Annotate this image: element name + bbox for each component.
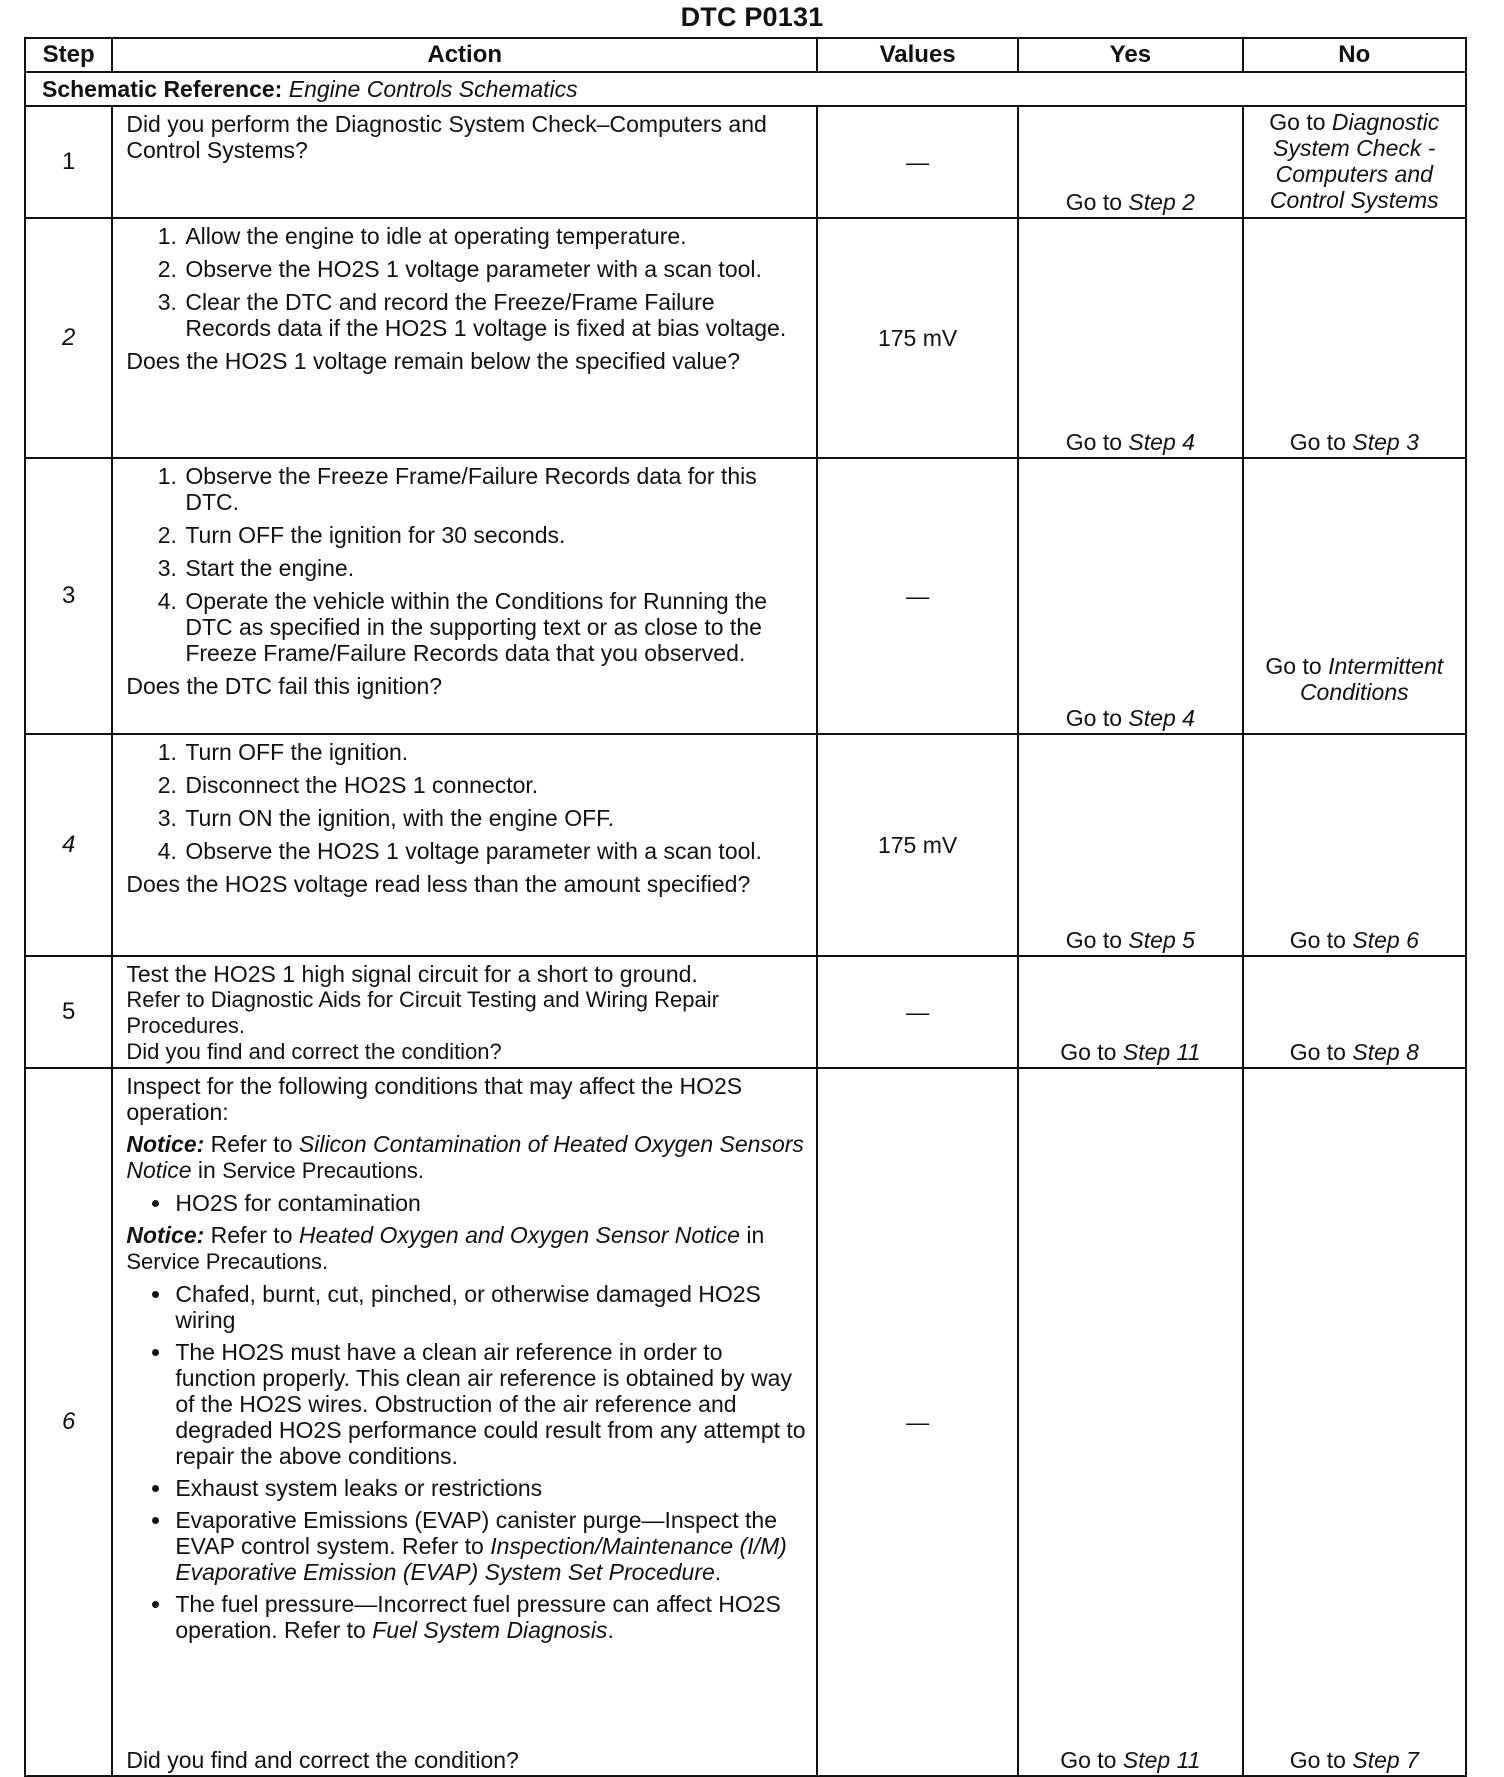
no-prefix: Go to: [1289, 429, 1346, 455]
yes-prefix: Go to: [1065, 705, 1123, 731]
no-link[interactable]: Step 6: [1352, 927, 1419, 953]
yes-cell: [1018, 734, 1242, 956]
action-text: Refer to Diagnostic Aids for Circuit Testing and Wiring Repair Procedures.: [126, 987, 719, 1038]
no-link[interactable]: Step 8: [1352, 1039, 1419, 1065]
no-link[interactable]: Step 7: [1352, 1747, 1419, 1773]
list-item: 1. Allow the engine to idle at operating temperature.: [183, 223, 806, 249]
no-cell: [1243, 458, 1466, 734]
value-cell: —: [817, 1068, 1018, 1776]
no-cell: [1243, 218, 1466, 458]
procedure-link[interactable]: Inspection/Maintenance (I/M) Evaporative Emission (EVAP) System Set Procedure: [175, 1533, 787, 1585]
notice-in: in: [746, 1222, 765, 1248]
action-cell: [112, 956, 817, 1068]
action-text: Did you perform the Diagnostic System Check–Computers and Control Systems?: [126, 111, 767, 163]
condition-list: [126, 1281, 806, 1643]
action-cell: [112, 458, 817, 734]
action-question: Does the HO2S voltage read less than the amount specified?: [126, 871, 751, 897]
yes-link[interactable]: Step 4: [1128, 705, 1195, 731]
step-number: 1: [25, 106, 112, 218]
list-item: • Chafed, burnt, cut, pinched, or otherwise damaged HO2S wiring: [173, 1281, 806, 1333]
no-prefix: Go to: [1269, 109, 1326, 135]
schematic-reference-label: Schematic Reference:: [42, 76, 283, 102]
no-cell: [1243, 106, 1466, 218]
list-item: • Evaporative Emissions (EVAP) canister purge—Inspect the EVAP control system. Refer to Inspection/Maintenance (I/M) Evaporative Emission (EVAP) System Set Procedure.: [173, 1507, 806, 1585]
list-item: 3. Clear the DTC and record the Freeze/Frame Failure Records data if the HO2S 1 voltage is fixed at bias voltage.: [183, 289, 806, 341]
action-question: Did you find and correct the condition?: [126, 1039, 502, 1064]
action-cell: [112, 218, 817, 458]
value-cell: —: [817, 106, 1018, 218]
yes-cell: [1018, 218, 1242, 458]
page-title: DTC P0131: [680, 2, 824, 32]
yes-cell: [1018, 1068, 1242, 1776]
yes-link[interactable]: Step 11: [1122, 1747, 1201, 1773]
yes-prefix: Go to: [1065, 429, 1123, 455]
table-row: [25, 956, 1466, 1068]
action-cell: [112, 734, 817, 956]
header-values: Values: [817, 38, 1018, 72]
header-step: Step: [25, 38, 112, 72]
yes-prefix: Go to: [1065, 189, 1123, 215]
notice-link[interactable]: Heated Oxygen and Oxygen Sensor Notice: [298, 1222, 740, 1248]
notice-in: in: [197, 1157, 216, 1183]
yes-cell: [1018, 956, 1242, 1068]
notice-reference[interactable]: Service Precautions.: [222, 1158, 424, 1183]
notice-text: [126, 1131, 806, 1184]
notice-label: Notice:: [126, 1131, 205, 1157]
step-number: 5: [25, 956, 112, 1068]
yes-link[interactable]: Step 4: [1128, 429, 1195, 455]
no-cell: [1243, 1068, 1466, 1776]
no-cell: [1243, 956, 1466, 1068]
list-item: • HO2S for contamination: [173, 1190, 806, 1216]
value-cell: —: [817, 458, 1018, 734]
yes-prefix: Go to: [1065, 927, 1123, 953]
procedure-link[interactable]: Fuel System Diagnosis: [372, 1617, 608, 1643]
yes-cell: [1018, 106, 1242, 218]
no-prefix: Go to: [1289, 1747, 1346, 1773]
list-item: • The fuel pressure—Incorrect fuel pressure can affect HO2S operation. Refer to Fuel System Diagnosis.: [173, 1591, 806, 1643]
no-cell: [1243, 734, 1466, 956]
action-cell: [112, 106, 817, 218]
action-cell: [112, 1068, 817, 1776]
list-item: 4. Observe the HO2S 1 voltage parameter with a scan tool.: [183, 838, 806, 864]
header-yes: Yes: [1018, 38, 1242, 72]
list-item: 3. Start the engine.: [183, 555, 806, 581]
schematic-reference: [25, 72, 1466, 106]
list-item-text: Evaporative Emissions (EVAP) canister purge—Inspect the EVAP control system. Refer to: [175, 1507, 778, 1559]
action-text: Inspect for the following conditions that may affect the HO2S operation:: [126, 1073, 743, 1125]
schematic-reference-link[interactable]: Engine Controls Schematics: [288, 76, 578, 102]
no-prefix: Go to: [1289, 927, 1346, 953]
table-row: [25, 458, 1466, 734]
list-item: • The HO2S must have a clean air reference in order to function properly. This clean air reference is obtained by way of the HO2S wires. Obstruction of the air reference and degraded HO2S performance could result from any attempt to repair the above conditions.: [173, 1339, 806, 1469]
yes-link[interactable]: Step 2: [1128, 189, 1195, 215]
list-item: 2. Turn OFF the ignition for 30 seconds.: [183, 522, 806, 548]
notice-label: Notice:: [126, 1222, 205, 1248]
no-prefix: Go to: [1265, 653, 1322, 679]
action-question: Did you find and correct the condition?: [126, 1747, 519, 1773]
header-row: [25, 38, 1466, 72]
no-link[interactable]: Step 3: [1352, 429, 1419, 455]
notice-link[interactable]: Silicon Contamination of Heated Oxygen Sensors Notice: [126, 1131, 804, 1183]
list-item: 2. Observe the HO2S 1 voltage parameter with a scan tool.: [183, 256, 806, 282]
action-list: [126, 739, 806, 864]
action-list: [126, 463, 806, 666]
step-number-text: 6: [61, 1408, 76, 1435]
yes-prefix: Go to: [1060, 1039, 1117, 1065]
list-item: 2. Disconnect the HO2S 1 connector.: [183, 772, 806, 798]
action-question: Does the DTC fail this ignition?: [126, 673, 443, 699]
list-item: 3. Turn ON the ignition, with the engine OFF.: [183, 805, 806, 831]
value-cell: 175 mV: [817, 218, 1018, 458]
yes-prefix: Go to: [1060, 1747, 1117, 1773]
notice-prefix: Refer to: [210, 1222, 293, 1248]
yes-link[interactable]: Step 11: [1122, 1039, 1201, 1065]
list-item: • Exhaust system leaks or restrictions: [173, 1475, 806, 1501]
step-number: 3: [25, 458, 112, 734]
table-row: [25, 734, 1466, 956]
header-no: No: [1243, 38, 1466, 72]
value-cell: —: [817, 956, 1018, 1068]
yes-cell: [1018, 458, 1242, 734]
table-row: [25, 106, 1466, 218]
action-text: Test the HO2S 1 high signal circuit for a short to ground.: [126, 961, 698, 987]
schematic-reference-row: [25, 72, 1466, 106]
condition-list: [126, 1190, 806, 1216]
notice-reference[interactable]: Service Precautions.: [126, 1249, 329, 1274]
header-action: Action: [112, 38, 817, 72]
notice-prefix: Refer to: [210, 1131, 293, 1157]
step-number: [25, 218, 112, 458]
no-link[interactable]: Intermittent Conditions: [1299, 653, 1444, 705]
table-row: [25, 1068, 1466, 1776]
notice-text: [126, 1222, 806, 1275]
no-prefix: Go to: [1289, 1039, 1346, 1065]
step-number: [25, 734, 112, 956]
table-row: [25, 218, 1466, 458]
yes-link[interactable]: Step 5: [1128, 927, 1195, 953]
list-item: 1. Turn OFF the ignition.: [183, 739, 806, 765]
step-number: [25, 1068, 112, 1776]
action-question: Does the HO2S 1 voltage remain below the specified value?: [126, 348, 741, 374]
list-item: 4. Operate the vehicle within the Conditions for Running the DTC as specified in the supporting text or as close to the Freeze Frame/Failure Records data that you observed.: [183, 588, 806, 666]
no-link[interactable]: Diagnostic System Check - Computers and Control Systems: [1269, 109, 1440, 213]
action-list: [126, 223, 806, 341]
step-number-text: 2: [61, 324, 76, 351]
step-number-text: 4: [61, 831, 76, 858]
list-item: 1. Observe the Freeze Frame/Failure Records data for this DTC.: [183, 463, 806, 515]
list-item-text: The fuel pressure—Incorrect fuel pressure can affect HO2S operation. Refer to: [175, 1591, 781, 1643]
diagnostic-table: [24, 37, 1467, 1777]
value-cell: 175 mV: [817, 734, 1018, 956]
